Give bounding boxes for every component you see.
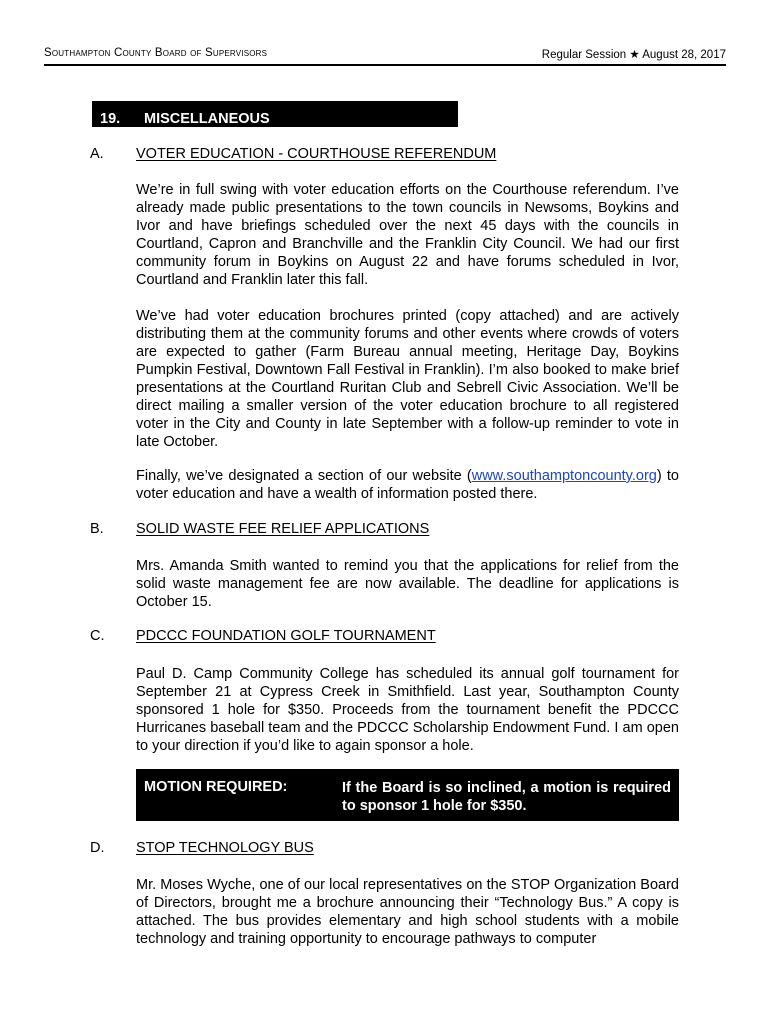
item-a-p3-after: ) to voter education and have a wealth of information posted there. <box>136 468 679 502</box>
page-header <box>44 45 726 66</box>
item-c-letter: C. <box>90 628 105 644</box>
motion-label: MOTION REQUIRED: <box>144 779 288 795</box>
header-session-date: Regular Session ★ August 28, 2017 <box>541 49 726 61</box>
website-link[interactable]: www.southamptoncounty.org <box>471 468 657 484</box>
item-b-letter: B. <box>90 521 104 537</box>
item-c-title: PDCCC FOUNDATION GOLF TOURNAMENT <box>136 628 436 644</box>
item-d-letter: D. <box>90 840 105 856</box>
item-c-paragraph-1: Paul D. Camp Community College has scheduled its annual golf tournament for September 21 at Cypress Creek in Smithfield. Last year, Southampton County sponsored 1 hole for $350. Proceeds from the tournament benefit the PDCCC Hurricanes baseball team and the PDCCC Scholarship Endowment Fund. I am open to your direction if you’d like to again sponsor a hole. <box>136 666 679 754</box>
section-title: MISCELLANEOUS <box>144 111 270 127</box>
item-d-title: STOP TECHNOLOGY BUS <box>136 840 314 856</box>
header-organization: Southampton County Board of Supervisors <box>44 47 268 59</box>
item-a-paragraph-2: We’ve had voter education brochures printed (copy attached) and are actively distributing them at the community forums and other events where crowds of voters are expected to gather (Farm Bureau annual meeting, Heritage Day, Boykins Pumpkin Festival, Downtown Fall Festival in Franklin). I’m also booked to make brief presentations at the Courtland Ruritan Club and Sebrell Civic Association. We’ll be direct mailing a smaller version of the voter education brochure to all registered voter in the City and County in late September with a follow-up reminder to vote in late October. <box>136 308 679 450</box>
item-a-paragraph-3 <box>136 467 679 503</box>
item-d-paragraph-1: Mr. Moses Wyche, one of our local representatives on the STOP Organization Board of Directors, brought me a brochure announcing their “Technology Bus.” A copy is attached. The bus provides elementary and high school students with a mobile technology and training opportunity to encourage pathways to computer <box>136 877 679 947</box>
item-a-letter: A. <box>90 146 104 162</box>
section-number: 19. <box>100 111 121 127</box>
item-a-p3-before: Finally, we’ve designated a section of our website ( <box>136 468 472 484</box>
item-b-title: SOLID WASTE FEE RELIEF APPLICATIONS <box>136 521 430 537</box>
item-a-paragraph-1: We’re in full swing with voter education efforts on the Courthouse referendum. I’ve already made public presentations to the town councils in Newsoms, Boykins and Ivor and have briefings scheduled over the next 45 days with the councils in Courtland, Capron and Branchville and the Franklin City Council. We had our first community forum in Boykins on August 22 and have forums scheduled in Ivor, Courtland and Franklin later this fall. <box>136 182 679 288</box>
motion-required-box <box>136 769 679 821</box>
section-heading-bar <box>92 101 458 127</box>
motion-text: If the Board is so inclined, a motion is required to sponsor 1 hole for $350. <box>342 780 671 814</box>
item-b-paragraph-1: Mrs. Amanda Smith wanted to remind you that the applications for relief from the solid waste management fee are now available. The deadline for applications is October 15. <box>136 558 679 610</box>
item-a-title: VOTER EDUCATION - COURTHOUSE REFERENDUM <box>136 146 497 162</box>
